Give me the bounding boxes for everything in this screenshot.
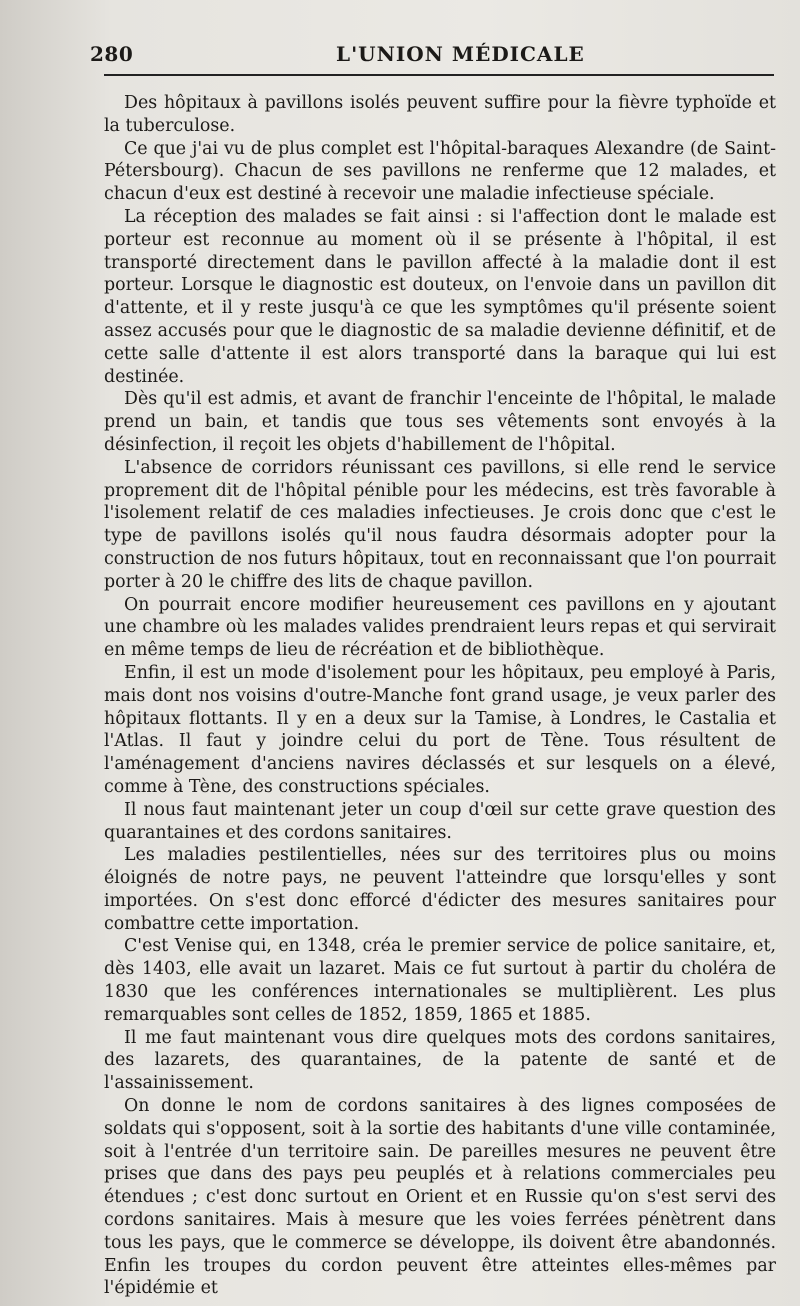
body-text (104, 92, 776, 1300)
page-header (90, 34, 774, 76)
journal-title: L'UNION MÉDICALE (336, 42, 585, 66)
paragraph: Ce que j'ai vu de plus complet est l'hôpital-baraques Alexandre (de Saint-Pétersbourg). Chacun de ses pavillons ne renferme que 12 malades, et chacun d'eux est destiné à recevoir une maladie infectieuse spéciale. (104, 138, 776, 205)
paragraph: Enfin, il est un mode d'isolement pour les hôpitaux, peu employé à Paris, mais dont nos voisins d'outre-Manche font grand usage, je veux parler des hôpitaux flottants. Il y en a deux sur la Tamise, à Londres, le Castalia et l'Atlas. Il faut y joindre celui du port de Tène. Tous résultent de l'aménagement d'anciens navires déclassés et sur lesquels on a élevé, comme à Tène, des constructions spéciales. (104, 662, 776, 797)
paragraph: On donne le nom de cordons sanitaires à des lignes composées de soldats qui s'opposent, soit à la sortie des habitants d'une ville contaminée, soit à l'entrée d'un territoire sain. De pareilles mesures ne peuvent être prises que dans des pays peu peuplés et à relations commerciales peu étendues ; c'est donc surtout en Orient et en Russie qu'on s'est servi des cordons sanitaires. Mais à mesure que les voies ferrées pénètrent dans tous les pays, que le commerce se développe, ils doivent être abandonnés. Enfin les troupes du cordon peuvent être atteintes elles-mêmes par l'épidémie et (104, 1096, 776, 1299)
paragraph: On pourrait encore modifier heureusement ces pavillons en y ajoutant une chambre où les malades valides prendraient leurs repas et qui servirait en même temps de lieu de récréation et de bibliothèque. (104, 594, 776, 661)
paragraph: L'absence de corridors réunissant ces pavillons, si elle rend le service proprement dit de l'hôpital pénible pour les médecins, est très favorable à l'isolement relatif de ces maladies infectieuses. Je crois donc que c'est le type de pavillons isolés qu'il nous faudra désormais adopter pour la construction de nos futurs hôpitaux, tout en reconnaissant que l'on pourrait porter à 20 le chiffre des lits de chaque pavillon. (104, 457, 776, 592)
paragraph: Les maladies pestilentielles, nées sur des territoires plus ou moins éloignés de notre pays, ne peuvent l'atteindre que lorsqu'elles y sont importées. On s'est donc efforcé d'édicter des mesures sanitaires pour combattre cette importation. (104, 845, 776, 934)
paragraph: Il nous faut maintenant jeter un coup d'œil sur cette grave question des quarantaines et des cordons sanitaires. (104, 799, 776, 843)
paragraph: La réception des malades se fait ainsi : si l'affection dont le malade est porteur est reconnue au moment où il se présente à l'hôpital, il est transporté directement dans le pavillon affecté à la maladie dont il est porteur. Lorsque le diagnostic est douteux, on l'envoie dans un pavillon dit d'attente, et il y reste jusqu'à ce que les symptômes qu'il présente soient assez accusés pour que le diagnostic de sa maladie devienne définitif, et de cette salle d'attente il est alors transporté dans la baraque qui lui est destinée. (104, 206, 776, 387)
page-number: 280 (90, 42, 134, 66)
paragraph: Il me faut maintenant vous dire quelques mots des cordons sanitaires, des lazarets, des quarantaines, de la patente de santé et de l'assainissement. (104, 1027, 776, 1094)
paragraph: C'est Venise qui, en 1348, créa le premier service de police sanitaire, et, dès 1403, elle avait un lazaret. Mais ce fut surtout à partir du choléra de 1830 que les conférences internationales se multiplièrent. Les plus remarquables sont celles de 1852, 1859, 1865 et 1885. (104, 936, 776, 1025)
paragraph: Dès qu'il est admis, et avant de franchir l'enceinte de l'hôpital, le malade prend un bain, et tandis que tous ses vêtements sont envoyés à la désinfection, il reçoit les objets d'habillement de l'hôpital. (104, 389, 776, 455)
paragraph: Des hôpitaux à pavillons isolés peuvent suffire pour la fièvre typhoïde et la tuberculose. (104, 93, 776, 136)
